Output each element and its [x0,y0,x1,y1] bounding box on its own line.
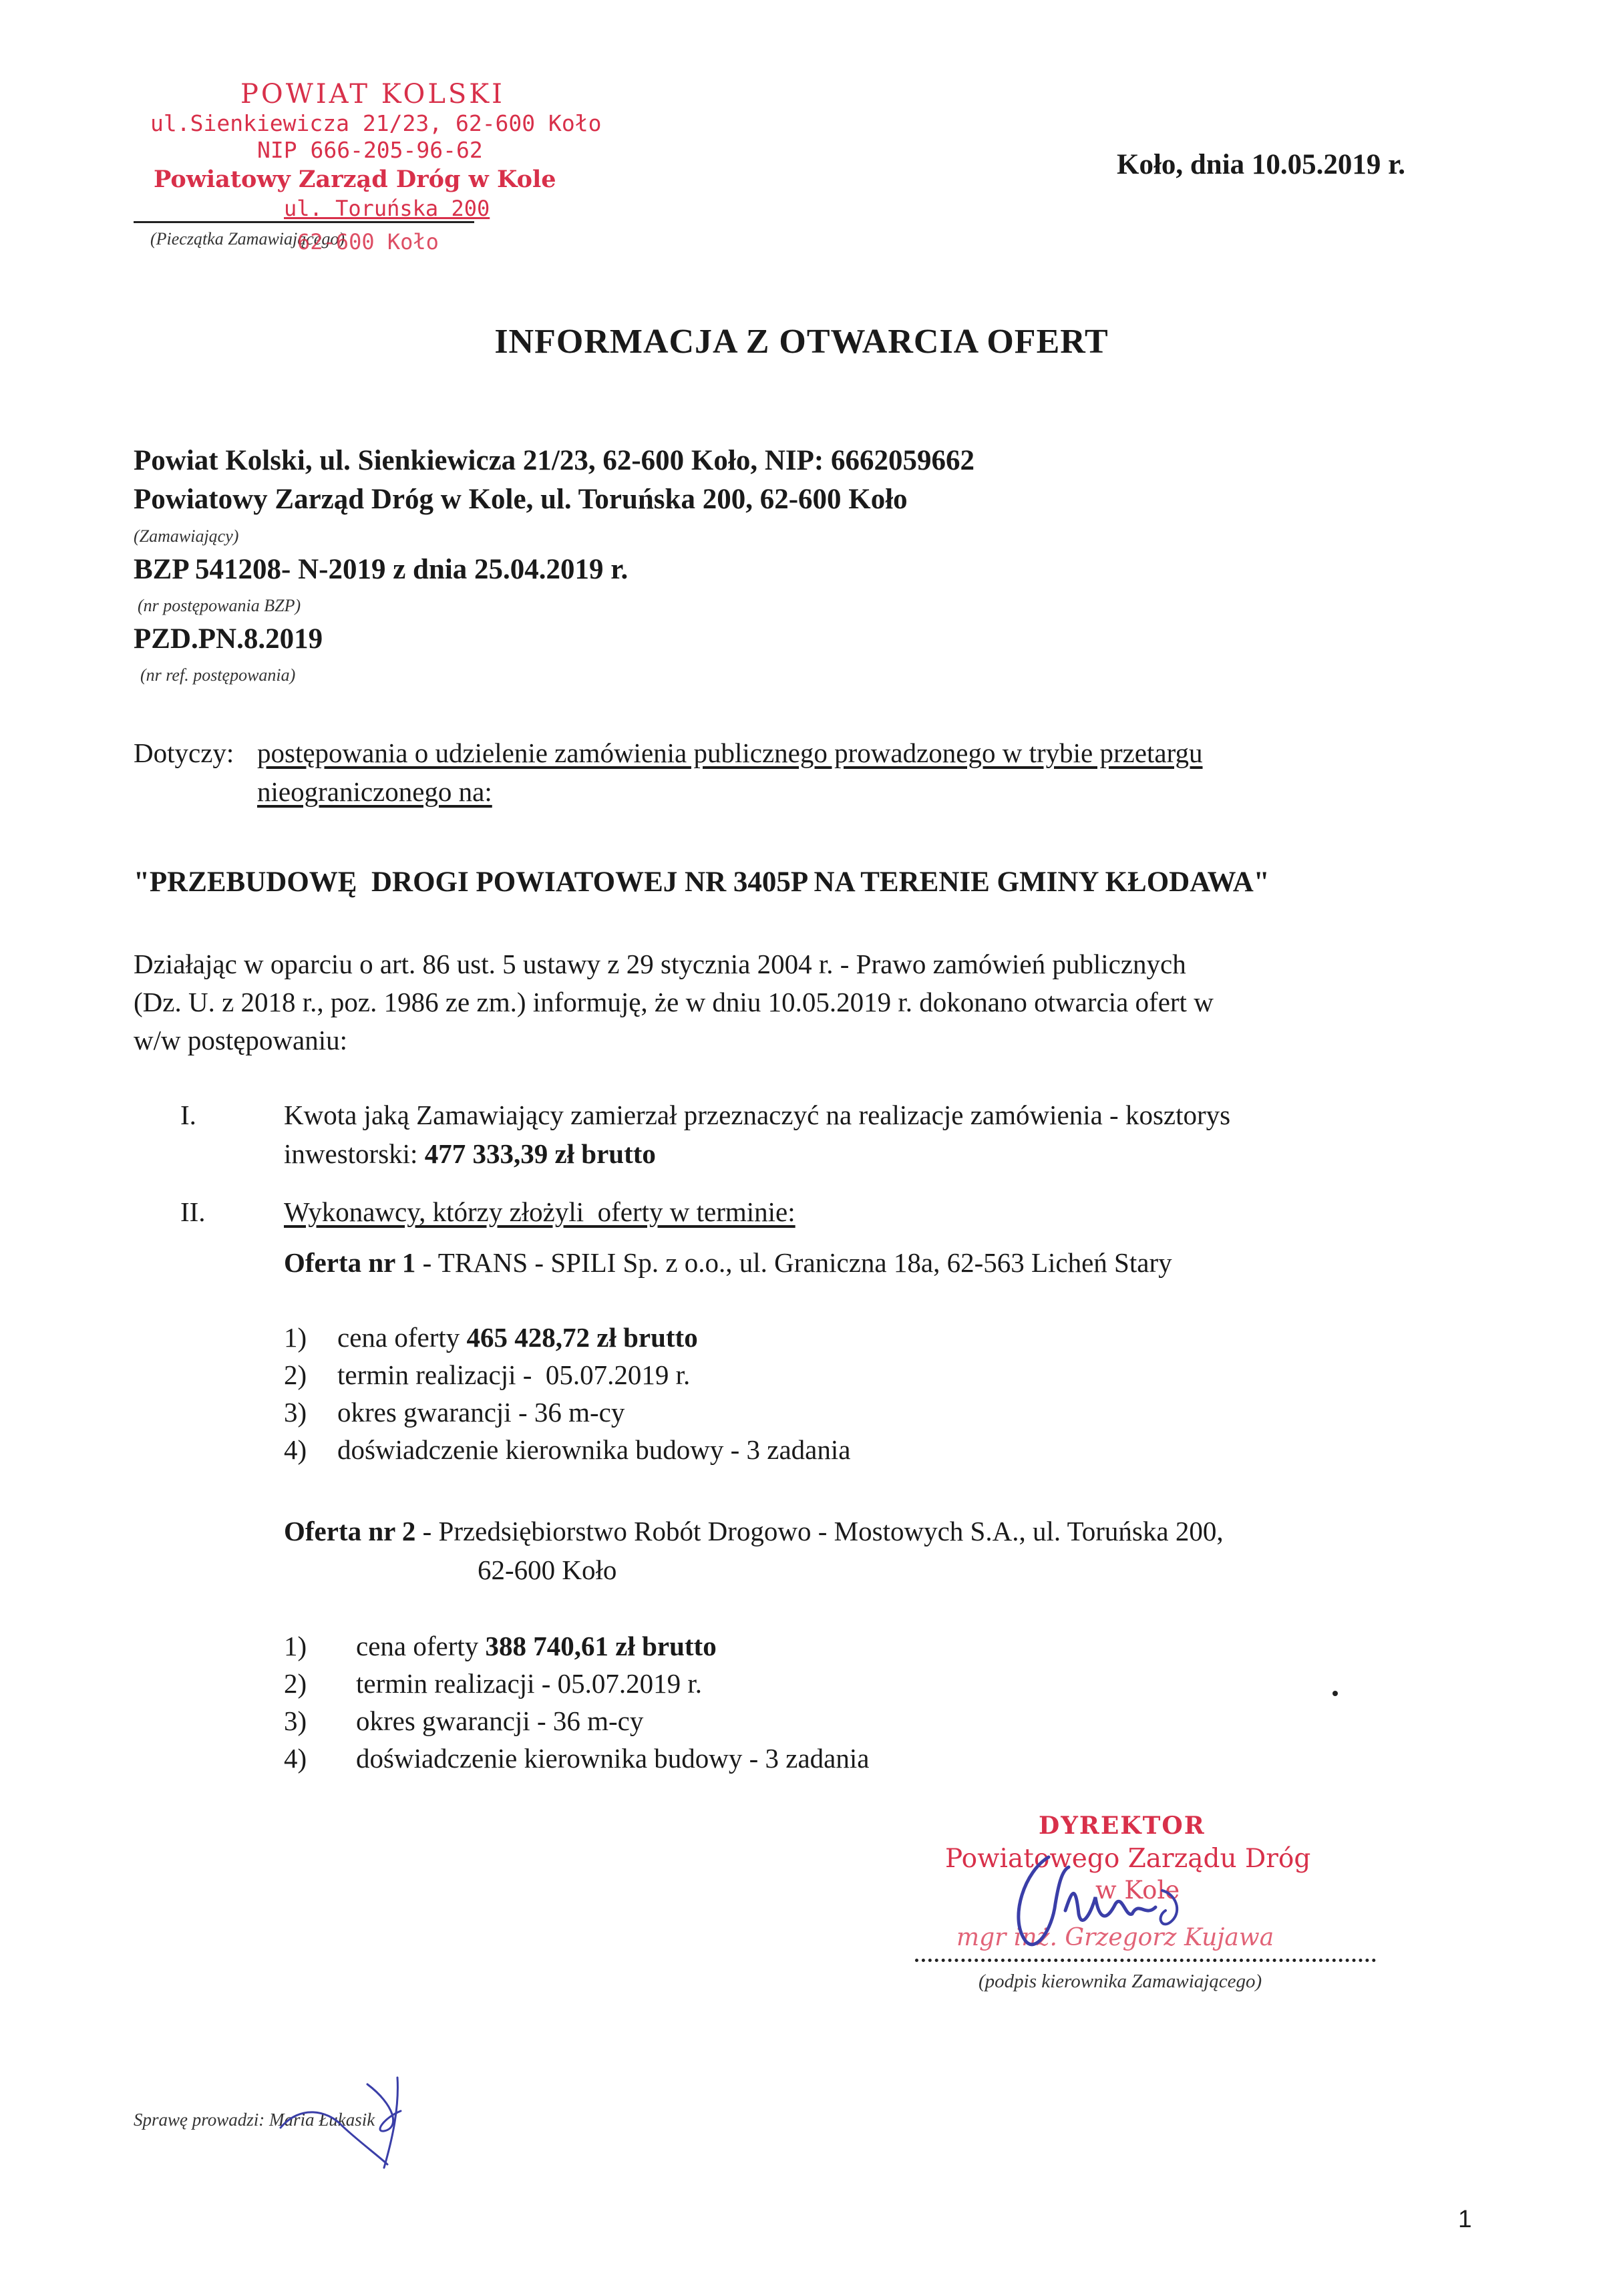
item-number: 3) [284,1705,307,1736]
item-text: cena oferty [337,1322,467,1353]
place-date: Koło, dnia 10.05.2019 r. [1117,149,1406,180]
section-1-line-2 [284,1135,656,1172]
item-text: cena oferty [356,1631,486,1661]
bzp-caption: (nr postępowania BZP) [138,596,301,615]
stamp-line-5: ul. Toruńska 200 [284,196,490,221]
subject-line-1: postępowania o udzielenie zamówienia publicznego prowadzonego w trybie przetargu [257,737,1203,768]
stamp-line-4: Powiatowy Zarząd Dróg w Kole [154,166,556,193]
item-text: okres gwarancji - 36 m-cy [356,1705,644,1736]
offer-2-item-3 [284,1705,643,1737]
cost-estimate-amount: 477 333,39 zł brutto [424,1138,656,1169]
offer-1-label: Oferta nr 1 [284,1247,416,1278]
signature-name: mgr inż. Grzegorz Kujawa [956,1924,1274,1951]
signature-title: DYREKTOR [1039,1812,1206,1840]
stamp-divider [134,221,474,223]
section-1-prefix: inwestorski: [284,1138,425,1169]
buyer-caption: (Zamawiający) [134,526,239,546]
intro-line-2: (Dz. U. z 2018 r., poz. 1986 ze zm.) informuję, że w dniu 10.05.2019 r. dokonano otwarcia ofert w [134,987,1214,1017]
offer-2-item-4 [284,1742,869,1774]
item-number: 3) [284,1397,307,1428]
subject-line-2: nieograniczonego na: [257,776,492,807]
ref-number: PZD.PN.8.2019 [134,623,323,655]
signature-org-1: Powiatowego Zarządu Dróg [945,1844,1311,1874]
buyer-line-2: Powiatowy Zarząd Dróg w Kole, ul. Toruńska 200, 62-600 Koło [134,484,908,515]
ref-caption: (nr ref. postępowania) [140,665,296,685]
section-1-line-1: Kwota jaką Zamawiający zamierzał przeznaczyć na realizacje zamówienia - kosztorys [284,1100,1231,1130]
handled-by: Sprawę prowadzi: Maria Łukasik [134,2110,375,2130]
intro-line-1: Działając w oparciu o art. 86 ust. 5 ustawy z 29 stycznia 2004 r. - Prawo zamówień publicznych [134,949,1186,979]
item-text: doświadczenie kierownika budowy - 3 zadania [337,1434,851,1465]
offer-1-header [284,1244,1172,1281]
item-number: 1) [284,1322,307,1353]
offer-2-item-1 [284,1630,717,1662]
item-text: termin realizacji - 05.07.2019 r. [356,1668,703,1699]
stamp-line-6: 62-600 Koło [297,229,439,255]
handwritten-signature [962,1830,1242,1977]
offer-2-company: - Przedsiębiorstwo Robót Drogowo - Mostowych S.A., ul. Toruńska 200, [415,1516,1224,1546]
page-number: 1 [1458,2205,1472,2233]
offer-2-label: Oferta nr 2 [284,1516,416,1546]
item-text: termin realizacji - 05.07.2019 r. [337,1359,691,1390]
offer-1-price: 465 428,72 zł brutto [466,1322,698,1353]
offer-1-item-2 [284,1359,690,1391]
stamp-line-3: NIP 666-205-96-62 [257,137,483,163]
stamp-line-1: POWIAT KOLSKI [240,79,505,110]
handled-by-signature [267,2064,441,2171]
item-number: 4) [284,1434,307,1465]
project-title: "PRZEBUDOWĘ DROGI POWIATOWEJ NR 3405P NA TERENIE GMINY KŁODAWA" [134,866,1270,898]
stray-dot [1332,1691,1338,1696]
item-number: 2) [284,1359,307,1390]
stamp-line-2: ul.Sienkiewicza 21/23, 62-600 Koło [150,110,602,136]
item-text: okres gwarancji - 36 m-cy [337,1397,625,1428]
intro-line-3: w/w postępowaniu: [134,1025,347,1055]
signature-org-2: w Kole [1095,1876,1180,1905]
item-number: 4) [284,1743,307,1774]
offer-1-company: - TRANS - SPILI Sp. z o.o., ul. Graniczna 18a, 62-563 Licheń Stary [415,1247,1172,1278]
subject-label: Dotyczy: [134,737,234,768]
stamp-caption: (Pieczątka Zamawiającego) [150,229,345,249]
offer-2-item-2 [284,1667,702,1699]
bzp-number: BZP 541208- N-2019 z dnia 25.04.2019 r. [134,554,629,585]
offer-2-company-line-2: 62-600 Koło [478,1554,617,1585]
offer-1-item-3 [284,1396,625,1428]
offer-2-price: 388 740,61 zł brutto [485,1631,717,1661]
item-number: 1) [284,1631,307,1661]
page-title: INFORMACJA Z OTWARCIA OFERT [494,323,1109,361]
section-1-numeral: I. [180,1100,196,1130]
item-number: 2) [284,1668,307,1699]
offer-2-header [284,1512,1224,1550]
section-2-heading: Wykonawcy, którzy złożyli oferty w terminie: [284,1196,795,1227]
offer-1-item-4 [284,1434,850,1466]
item-text: doświadczenie kierownika budowy - 3 zadania [356,1743,870,1774]
buyer-line-1: Powiat Kolski, ul. Sienkiewicza 21/23, 62-600 Koło, NIP: 6662059662 [134,445,974,476]
signature-caption: (podpis kierownika Zamawiającego) [978,1971,1262,1992]
section-2-numeral: II. [180,1196,206,1227]
offer-1-item-1 [284,1321,698,1353]
